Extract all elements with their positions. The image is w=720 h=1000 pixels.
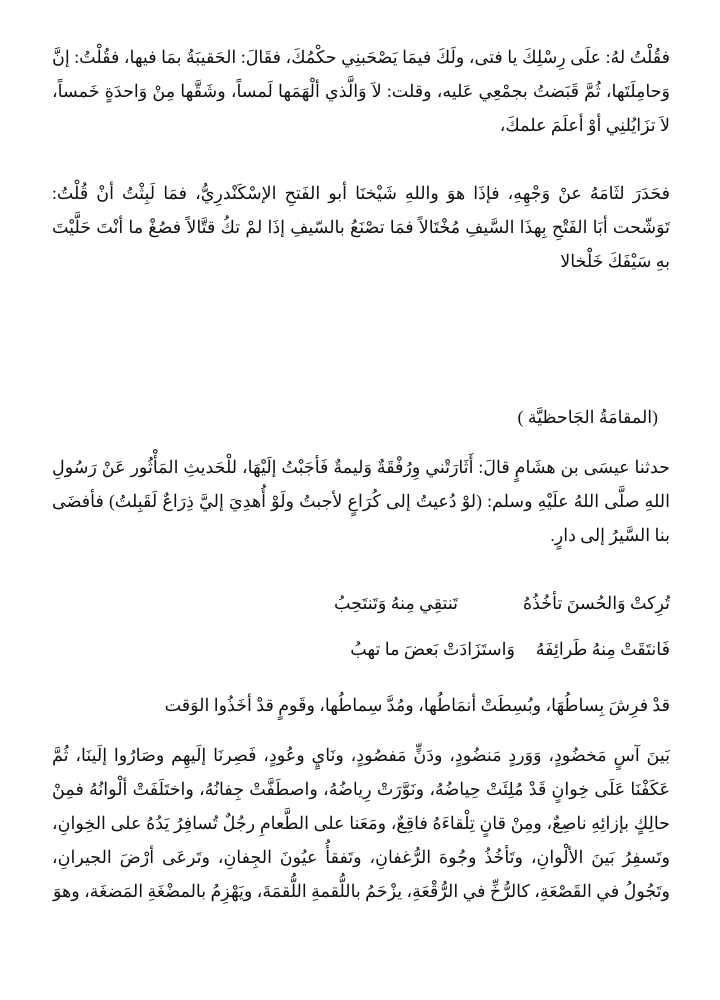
paragraph-4: بَينَ آسٍ مَخضُودٍ، وَوَردٍ مَنضُودٍ، ودَنٍّ مَفصُودٍ، ونَايٍ وعُودٍ، فَصِرنَا إلَيهِم وصَارُوا إلَينَا، ثُمَّ عَكَفْنَا عَلَى خِوانٍ قَدْ مُلِئَتْ حِياضُهُ، ونَوَّرَتْ رِياضُهُ، واصطَفَّتْ جِفانُهُ، واختَلَفَتْ ألْوانُهُ فمِنْ حالِكٍ بإزائِهِ ناصِعٌ، ومِنْ قانٍ تِلْقاءَهُ فاقِعٌ، ومَعَنا على الطَّعامِ رجُلٌ تُسافِرُ يَدُهُ على الخِوانِ، وتَسفِرُ بَينَ الألْوانِ، وتَأخُذُ وجُوهَ الرُّغفانِ، وتَفقأُ عيُونَ الجِفانِ، وتَرعَى أرْضَ الجيرانِ، وتَجُولُ في القَصْعَةِ، كالرُّخِّ في الرُّقْعَةِ، يزْحَمُ باللُّقمةِ اللُّقمَةَ، ويَهْزِمُ بالمضْغَةِ المَضغَة، وهوَ [52,745,670,901]
verse-2-second-hemistich: وَاستَزَادَتْ بَعضَ ما تهبُ [350,639,515,659]
verse-3-line: قدْ فرِشَ بِساطُهَا، وبُسِطَتْ أنمَاطُها، ومُدَّ سِماطُها، وقَومٍ قدْ أخَذُوا الوَقت [164,695,670,715]
paragraph-2: فحَدَرَ لثَامَهُ عنْ وَجْهِهِ، فإذَا هوَ واللهِ شَيْخنَا أبو الفَتحِ الإسْكَنْدرِيُّ، فمَا لَبِثْتُ أنْ قُلْتُ: تَوَشّحت أبَا الفَتْحِ بِهذَا السَّيفِ مُخْتَالاً فمَا تصْنَعُ بالسّيفِ إذَا لمْ تكُ قتَّالاً فصُغْ ما أنْتَ حَلَّيْتَ بهِ سَيْفَكَ خَلْخالا [52,183,670,271]
verse-1-first-hemistich: تُرِكتْ وَالحُسنَ تأخُذُهُ [522,593,670,613]
maqama-heading: (المقامَةُ الجَاحظيَّة ) [517,407,658,427]
verse-2-first-hemistich: فَانتَقَتْ مِنهُ طَرائِفَهُ [535,639,670,659]
verse-1-second-hemistich: تَنتقِي مِنهُ وَتَنتَحِبُ [333,593,458,613]
paragraph-3: حدثنا عيسَى بن هشَامٍ قالَ: أَثَارَتْني وِرُفْقَةٌ وَليمةٌ فَأجَبْتُ إلَيْهَا، للْحَديثِ المَأْثُور عَنْ رَسُولِ اللهِ صلَّى اللهُ علَيْهِ وسلم: (لوْ دُعيتُ إلى كُرَاعٍ لأجبتُ ولَوْ أُهدِيَ إليَّ ذِرَاعٌ لَقَبِلتُ) فأفضَى بنا السَّيرُ إلى دارٍ. [52,457,670,545]
paragraph-1: فقُلْتُ لهُ: علَى رِسْلِكَ يا فتى، ولَكَ فيمَا يَصْحَبنِي حكْمُكَ، فقَالَ: الحَقيبَةُ بمَا فيها، فقُلْتُ: إنَّ وَحامِلَتَها، ثُمَّ قَبَضتُ بجمْعِي عَليه، وقلت: لاَ وَالَّذي ألْهَمَها لَمساً، وشَقَّها مِنْ وَاحدَةٍ خَمساً، لاَ تزَايُلنِي أوْ أعلَمَ علمكَ، [52,47,670,135]
